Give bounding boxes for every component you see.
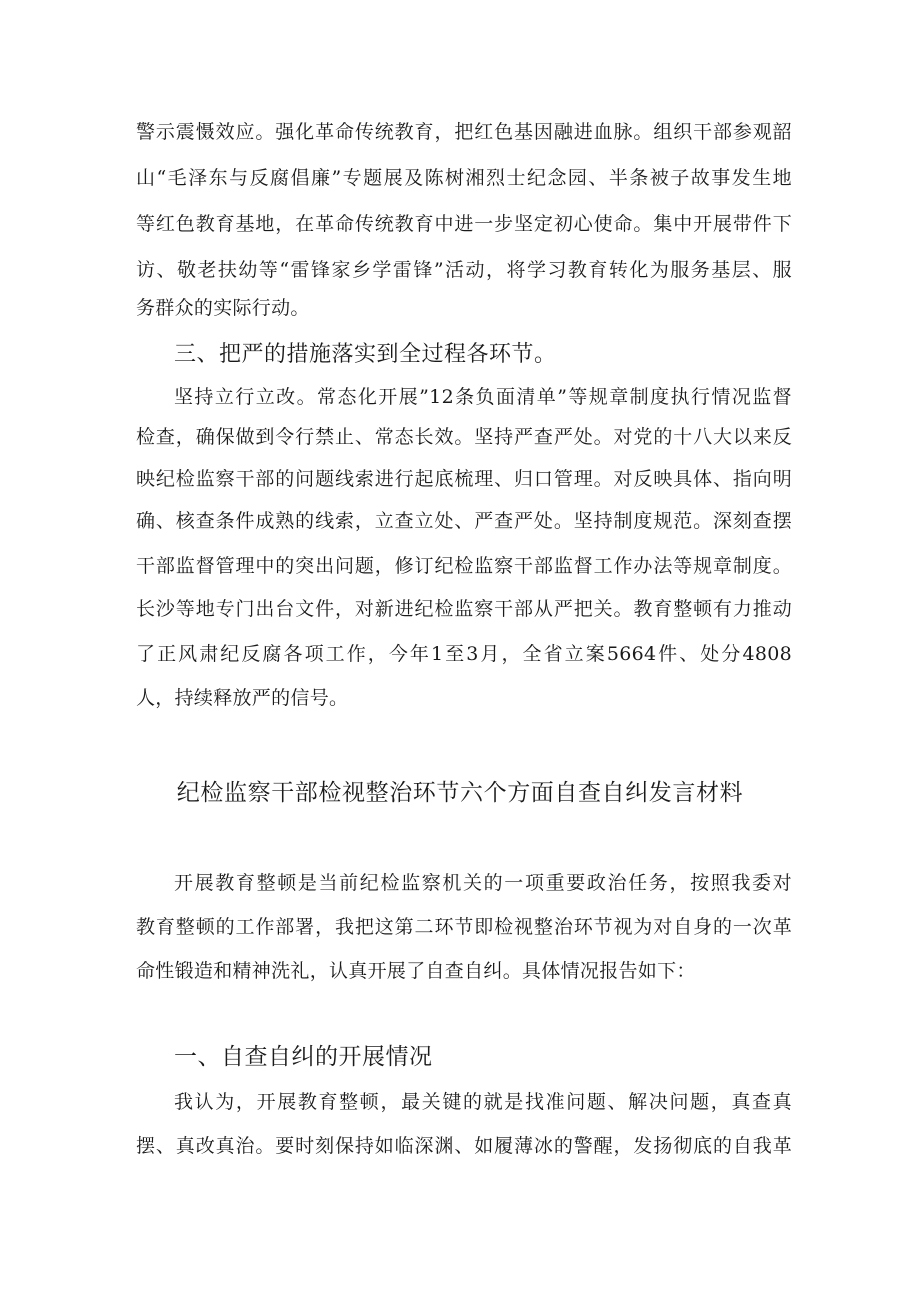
paragraph-three-line-4: 确、核查条件成熟的线索，立查立处、严查严处。坚持制度规范。深刻查摆 [136,510,792,532]
paragraph-top-line-2: 山“毛泽东与反腐倡廉”专题展及陈树湘烈士纪念园、半条被子故事发生地 [136,167,792,189]
paragraph-three-line-1: 坚持立行立改。常态化开展”12条负面清单”等规章制度执行情况监督 [174,386,792,408]
section-three-heading: 三、把严的措施落实到全过程各环节。 [174,342,557,367]
paragraph-three-line-7: 了正风肃纪反腐各项工作，今年1至3月，全省立案5664件、处分4808 [136,643,792,665]
section-one-heading: 一、自查自纠的开展情况 [174,1044,433,1070]
paragraph-intro-line-1: 开展教育整顿是当前纪检监察机关的一项重要政治任务，按照我委对 [174,872,792,894]
paragraph-three-line-5: 干部监督管理中的突出问题，修订纪检监察干部监督工作办法等规章制度。 [136,555,792,577]
paragraph-one-line-1: 我认为，开展教育整顿，最关键的就是找准问题、解决问题，真查真 [174,1091,792,1113]
paragraph-top-line-1: 警示震慑效应。强化革命传统教育，把红色基因融进血脉。组织干部参观韶 [136,121,792,143]
paragraph-top-line-5: 务群众的实际行动。 [136,297,310,319]
paragraph-three-line-6: 长沙等地专门出台文件，对新进纪检监察干部从严把关。教育整顿有力推动 [136,598,792,620]
paragraph-top-line-4: 访、敬老扶幼等“雷锋家乡学雷锋”活动，将学习教育转化为服务基层、服 [136,259,792,281]
paragraph-intro-line-3: 命性锻造和精神洗礼，认真开展了自查自纠。具体情况报告如下： [136,960,696,982]
paragraph-three-line-8: 人，持续释放严的信号。 [136,687,349,709]
paragraph-top-line-3: 等红色教育基地，在革命传统教育中进一步坚定初心使命。集中开展带件下 [136,213,792,235]
document-title: 纪检监察干部检视整治环节六个方面自查自纠发言材料 [176,780,744,806]
paragraph-three-line-3: 映纪检监察干部的问题线索进行起底梳理、归口管理。对反映具体、指向明 [136,468,792,490]
paragraph-one-line-2: 摆、真改真治。要时刻保持如临深渊、如履薄冰的警醒，发扬彻底的自我革 [136,1135,792,1157]
paragraph-intro-line-2: 教育整顿的工作部署，我把这第二环节即检视整治环节视为对自身的一次革 [136,916,792,938]
paragraph-three-line-2: 检查，确保做到令行禁止、常态长效。坚持严查严处。对党的十八大以来反 [136,426,792,448]
